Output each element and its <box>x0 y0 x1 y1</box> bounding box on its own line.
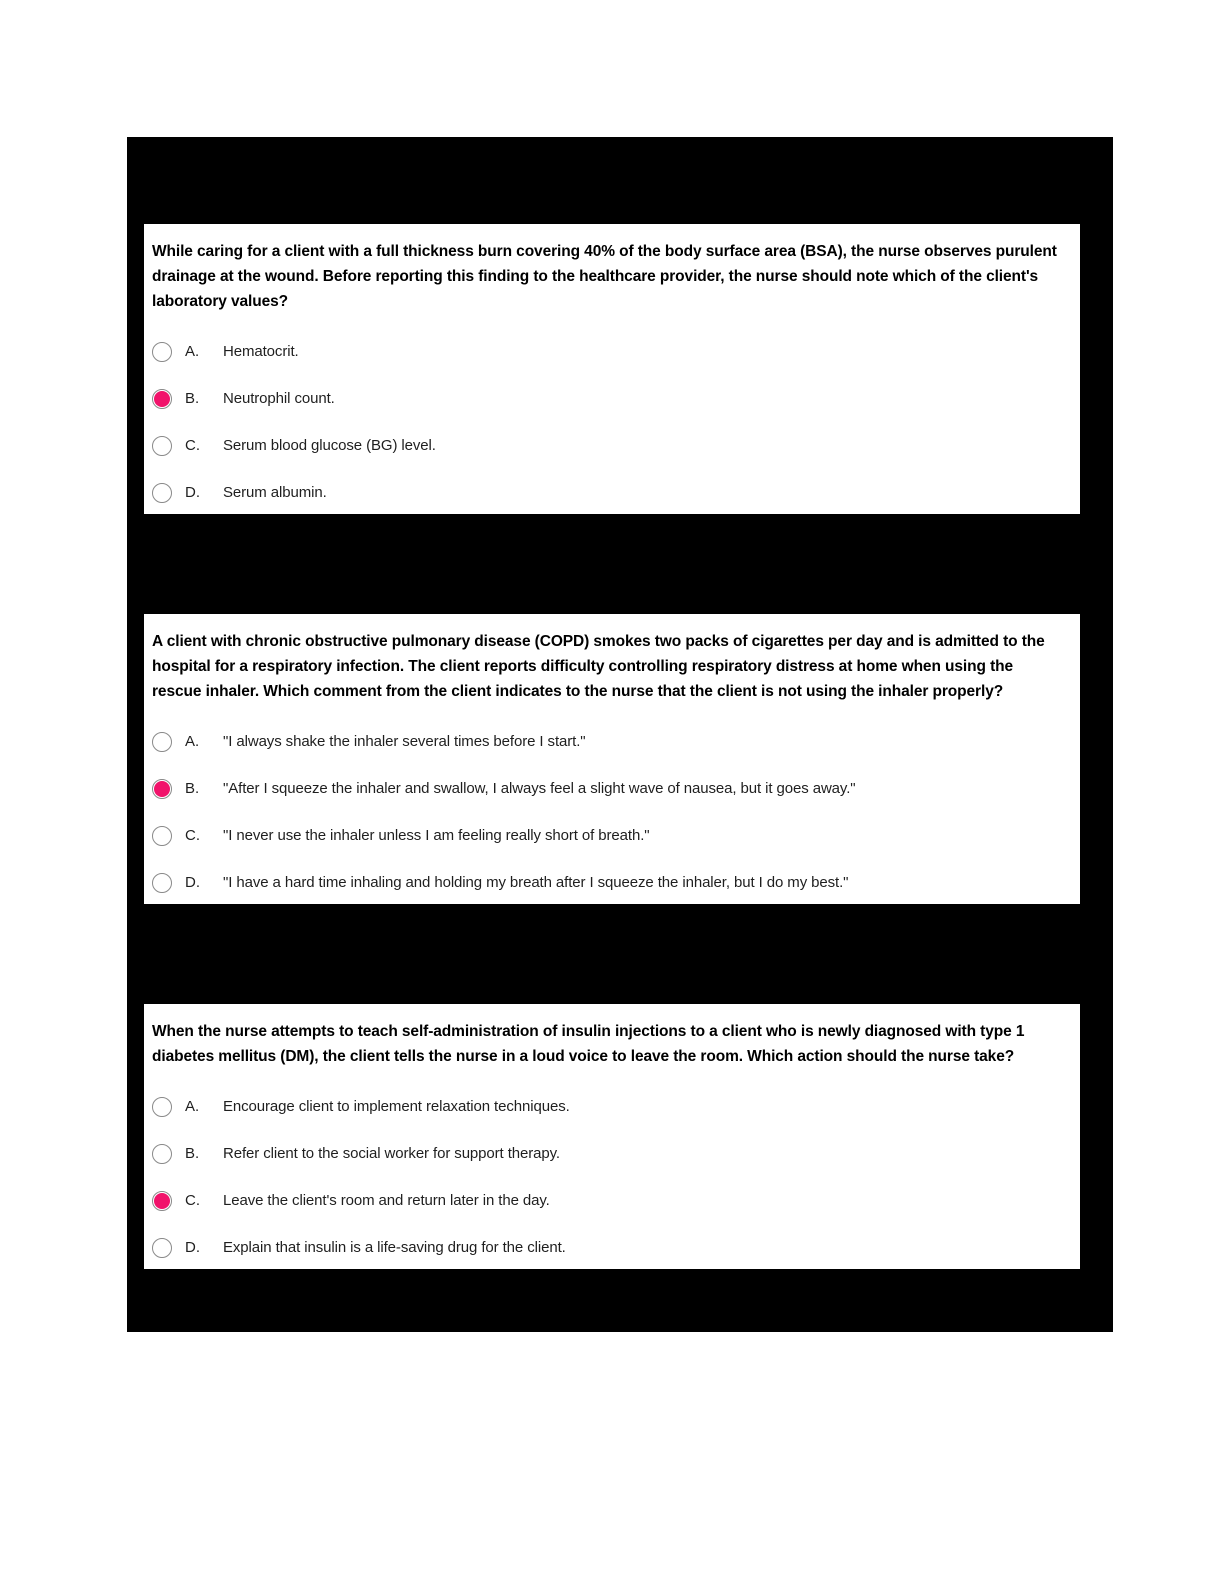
option-text: Neutrophil count. <box>223 390 335 407</box>
option-text: "I never use the inhaler unless I am feeling really short of breath." <box>223 827 650 844</box>
question-text: While caring for a client with a full thickness burn covering 40% of the body surface area (BSA), the nurse observes purulent drainage at the wound. Before reporting this finding to the healthcare provider, the nurse should note which of the client's laboratory values? <box>152 243 1057 310</box>
option-letter: C. <box>185 437 200 454</box>
option-text: Serum albumin. <box>223 484 327 501</box>
radio-button[interactable] <box>152 1097 172 1117</box>
option-text: "I always shake the inhaler several times before I start." <box>223 733 586 750</box>
option-text: Refer client to the social worker for support therapy. <box>223 1145 560 1162</box>
radio-button[interactable] <box>152 342 172 362</box>
option-row[interactable] <box>152 389 1064 409</box>
option-text: Serum blood glucose (BG) level. <box>223 437 436 454</box>
quiz-panel <box>127 137 1113 1332</box>
question-card <box>144 1004 1080 1269</box>
option-letter: C. <box>185 1192 200 1209</box>
options-list <box>152 1097 1064 1258</box>
option-text: Encourage client to implement relaxation techniques. <box>223 1098 570 1115</box>
option-text: Explain that insulin is a life-saving drug for the client. <box>223 1239 566 1256</box>
options-list <box>152 342 1064 503</box>
radio-button[interactable] <box>152 873 172 893</box>
radio-button[interactable] <box>152 436 172 456</box>
question-text: A client with chronic obstructive pulmonary disease (COPD) smokes two packs of cigarettes per day and is admitted to the hospital for a respiratory infection. The client reports difficulty controlling respiratory distress at home when using the rescue inhaler. Which comment from the client indicates to the nurse that the client is not using the inhaler properly? <box>152 633 1045 700</box>
option-row[interactable] <box>152 826 1064 846</box>
option-letter: D. <box>185 1239 200 1256</box>
radio-button[interactable] <box>152 483 172 503</box>
option-text: Hematocrit. <box>223 343 299 360</box>
option-row[interactable] <box>152 1097 1064 1117</box>
option-letter: B. <box>185 1145 200 1162</box>
option-letter: C. <box>185 827 200 844</box>
option-letter: D. <box>185 874 200 891</box>
radio-button[interactable] <box>152 779 172 799</box>
radio-button[interactable] <box>152 732 172 752</box>
option-row[interactable] <box>152 1191 1064 1211</box>
option-row[interactable] <box>152 1144 1064 1164</box>
radio-button[interactable] <box>152 389 172 409</box>
option-row[interactable] <box>152 779 1064 799</box>
option-text: Leave the client's room and return later in the day. <box>223 1192 550 1209</box>
question-card <box>144 224 1080 514</box>
radio-button[interactable] <box>152 1144 172 1164</box>
option-row[interactable] <box>152 483 1064 503</box>
option-letter: B. <box>185 390 200 407</box>
option-row[interactable] <box>152 342 1064 362</box>
option-row[interactable] <box>152 873 1064 893</box>
option-letter: A. <box>185 733 200 750</box>
radio-button[interactable] <box>152 1191 172 1211</box>
radio-button[interactable] <box>152 1238 172 1258</box>
options-list <box>152 732 1064 893</box>
option-row[interactable] <box>152 436 1064 456</box>
option-letter: D. <box>185 484 200 501</box>
question-text: When the nurse attempts to teach self-administration of insulin injections to a client who is newly diagnosed with type 1 diabetes mellitus (DM), the client tells the nurse in a loud voice to leave the room. Which action should the nurse take? <box>152 1023 1025 1065</box>
option-letter: B. <box>185 780 200 797</box>
option-row[interactable] <box>152 1238 1064 1258</box>
radio-button[interactable] <box>152 826 172 846</box>
option-text: "I have a hard time inhaling and holding my breath after I squeeze the inhaler, but I do my best." <box>223 874 849 891</box>
option-row[interactable] <box>152 732 1064 752</box>
option-letter: A. <box>185 1098 200 1115</box>
option-letter: A. <box>185 343 200 360</box>
option-text: "After I squeeze the inhaler and swallow, I always feel a slight wave of nausea, but it goes away." <box>223 780 856 797</box>
question-card <box>144 614 1080 904</box>
